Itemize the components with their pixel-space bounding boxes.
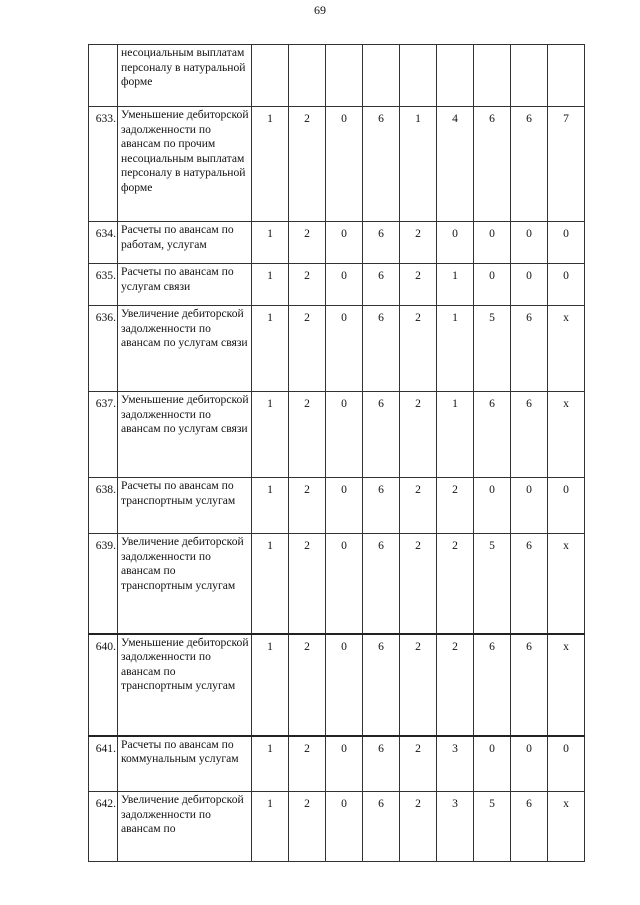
code-digit-2: 2 <box>289 534 326 634</box>
code-digit-6: 0 <box>437 222 474 264</box>
code-digit-7: 6 <box>474 634 511 736</box>
code-digit-8: 0 <box>511 264 548 306</box>
code-digit-3: 0 <box>326 222 363 264</box>
code-digit-6: 2 <box>437 478 474 534</box>
code-digit-2: 2 <box>289 222 326 264</box>
code-digit-3: 0 <box>326 534 363 634</box>
row-description: несоциальным выплатам персоналу в натуральной форме <box>118 45 252 107</box>
code-digit-7: 0 <box>474 736 511 792</box>
code-digit-3: 0 <box>326 107 363 222</box>
code-digit-8: 6 <box>511 634 548 736</box>
code-digit-9: x <box>548 534 585 634</box>
code-digit-7: 5 <box>474 792 511 862</box>
code-digit-4: 6 <box>363 107 400 222</box>
code-digit-2: 2 <box>289 634 326 736</box>
code-digit-9: 0 <box>548 736 585 792</box>
code-digit-9: x <box>548 792 585 862</box>
table-row <box>89 222 585 264</box>
code-digit-7: 0 <box>474 222 511 264</box>
row-number: 642. <box>89 792 118 862</box>
code-digit-3: 0 <box>326 264 363 306</box>
code-digit-1: 1 <box>252 107 289 222</box>
code-digit-7: 6 <box>474 392 511 478</box>
row-number: 638. <box>89 478 118 534</box>
code-digit-7: 0 <box>474 478 511 534</box>
code-digit-5: 2 <box>400 736 437 792</box>
table-row <box>89 107 585 222</box>
code-digit-4: 6 <box>363 306 400 392</box>
code-digit-1: 1 <box>252 222 289 264</box>
table-row <box>89 792 585 862</box>
code-digit-1: 1 <box>252 264 289 306</box>
code-digit-8 <box>511 45 548 107</box>
code-digit-6: 3 <box>437 736 474 792</box>
code-digit-5: 2 <box>400 478 437 534</box>
code-digit-3: 0 <box>326 478 363 534</box>
code-digit-4: 6 <box>363 534 400 634</box>
row-description: Увеличение дебиторской задолженности по авансам по <box>118 792 252 862</box>
code-digit-8: 0 <box>511 222 548 264</box>
code-digit-2: 2 <box>289 736 326 792</box>
code-digit-6: 1 <box>437 264 474 306</box>
code-digit-2: 2 <box>289 264 326 306</box>
page-number: 69 <box>314 3 326 17</box>
code-digit-2: 2 <box>289 107 326 222</box>
row-description: Расчеты по авансам по транспортным услугам <box>118 478 252 534</box>
code-digit-7: 5 <box>474 306 511 392</box>
code-digit-6: 2 <box>437 534 474 634</box>
table-row <box>89 45 585 107</box>
code-digit-6: 1 <box>437 392 474 478</box>
table-row <box>89 264 585 306</box>
code-digit-1: 1 <box>252 736 289 792</box>
code-digit-4: 6 <box>363 478 400 534</box>
code-digit-2 <box>289 45 326 107</box>
row-number: 640. <box>89 634 118 736</box>
code-digit-5: 2 <box>400 222 437 264</box>
code-digit-8: 6 <box>511 392 548 478</box>
code-digit-7 <box>474 45 511 107</box>
code-digit-5: 2 <box>400 792 437 862</box>
code-digit-5: 2 <box>400 306 437 392</box>
code-digit-9 <box>548 45 585 107</box>
code-digit-7: 6 <box>474 107 511 222</box>
row-description: Уменьшение дебиторской задолженности по авансам по услугам связи <box>118 392 252 478</box>
code-digit-9: 0 <box>548 222 585 264</box>
code-digit-4: 6 <box>363 634 400 736</box>
code-digit-5: 2 <box>400 534 437 634</box>
code-digit-3: 0 <box>326 736 363 792</box>
row-description: Расчеты по авансам по коммунальным услугам <box>118 736 252 792</box>
code-digit-7: 5 <box>474 534 511 634</box>
code-digit-1: 1 <box>252 478 289 534</box>
code-digit-3 <box>326 45 363 107</box>
code-digit-3: 0 <box>326 306 363 392</box>
code-digit-4 <box>363 45 400 107</box>
code-digit-1: 1 <box>252 306 289 392</box>
code-digit-3: 0 <box>326 392 363 478</box>
code-digit-6: 4 <box>437 107 474 222</box>
code-digit-1: 1 <box>252 634 289 736</box>
row-number: 635. <box>89 264 118 306</box>
row-number: 639. <box>89 534 118 634</box>
code-digit-6 <box>437 45 474 107</box>
code-digit-1: 1 <box>252 392 289 478</box>
code-digit-8: 0 <box>511 736 548 792</box>
row-number: 634. <box>89 222 118 264</box>
code-digit-4: 6 <box>363 792 400 862</box>
code-digit-7: 0 <box>474 264 511 306</box>
account-codes-table <box>88 44 585 862</box>
row-description: Расчеты по авансам по работам, услугам <box>118 222 252 264</box>
row-description: Уменьшение дебиторской задолженности по авансам по прочим несоциальным выплатам персоналу в натуральной форме <box>118 107 252 222</box>
row-number: 641. <box>89 736 118 792</box>
code-digit-8: 6 <box>511 107 548 222</box>
code-digit-5 <box>400 45 437 107</box>
table-row <box>89 478 585 534</box>
code-digit-4: 6 <box>363 222 400 264</box>
code-digit-9: 0 <box>548 478 585 534</box>
table-row <box>89 534 585 634</box>
code-digit-3: 0 <box>326 634 363 736</box>
code-digit-3: 0 <box>326 792 363 862</box>
table-row <box>89 392 585 478</box>
code-digit-8: 0 <box>511 478 548 534</box>
code-digit-2: 2 <box>289 478 326 534</box>
code-digit-5: 2 <box>400 264 437 306</box>
code-digit-5: 2 <box>400 634 437 736</box>
code-digit-8: 6 <box>511 306 548 392</box>
code-digit-8: 6 <box>511 792 548 862</box>
code-digit-1: 1 <box>252 534 289 634</box>
row-description: Расчеты по авансам по услугам связи <box>118 264 252 306</box>
code-digit-4: 6 <box>363 392 400 478</box>
code-digit-6: 3 <box>437 792 474 862</box>
code-digit-6: 2 <box>437 634 474 736</box>
code-digit-5: 1 <box>400 107 437 222</box>
code-digit-4: 6 <box>363 264 400 306</box>
row-description: Уменьшение дебиторской задолженности по авансам по транспортным услугам <box>118 634 252 736</box>
code-digit-9: x <box>548 306 585 392</box>
row-number: 636. <box>89 306 118 392</box>
code-digit-2: 2 <box>289 792 326 862</box>
table-row <box>89 306 585 392</box>
code-digit-1 <box>252 45 289 107</box>
row-description: Увеличение дебиторской задолженности по авансам по транспортным услугам <box>118 534 252 634</box>
code-digit-9: 7 <box>548 107 585 222</box>
code-digit-9: x <box>548 392 585 478</box>
row-number: 633. <box>89 107 118 222</box>
row-number: 637. <box>89 392 118 478</box>
code-digit-6: 1 <box>437 306 474 392</box>
code-digit-9: x <box>548 634 585 736</box>
code-digit-2: 2 <box>289 392 326 478</box>
code-digit-4: 6 <box>363 736 400 792</box>
code-digit-8: 6 <box>511 534 548 634</box>
code-digit-5: 2 <box>400 392 437 478</box>
code-digit-2: 2 <box>289 306 326 392</box>
code-digit-9: 0 <box>548 264 585 306</box>
row-number <box>89 45 118 107</box>
code-digit-1: 1 <box>252 792 289 862</box>
table-row <box>89 634 585 736</box>
row-description: Увеличение дебиторской задолженности по авансам по услугам связи <box>118 306 252 392</box>
table-row <box>89 736 585 792</box>
